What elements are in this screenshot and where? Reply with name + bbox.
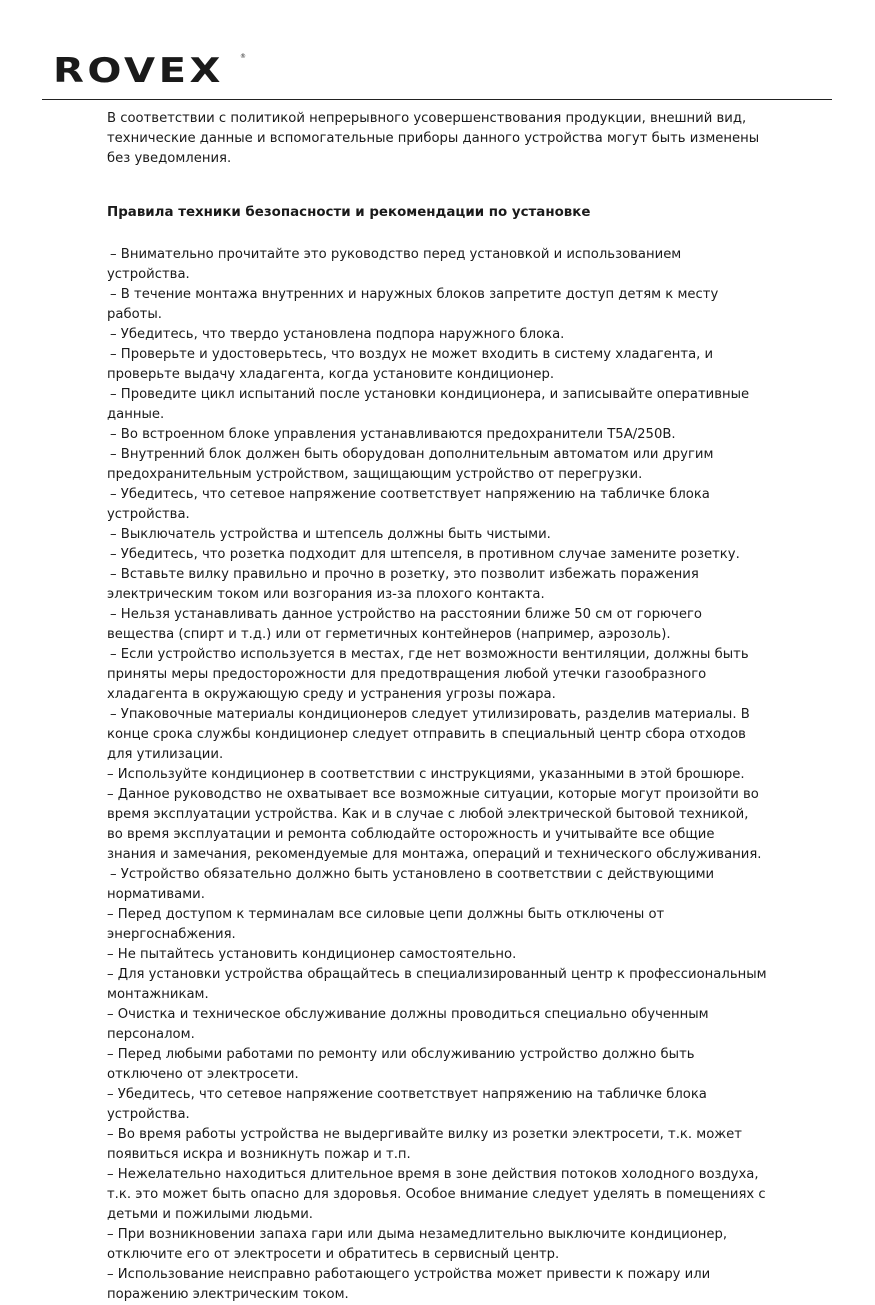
header-divider — [42, 99, 832, 100]
list-item: – Использование неисправно работающего устройства может привести к пожару или поражению электрическим током. — [107, 1267, 711, 1302]
list-item: – Внимательно прочитайте это руководство перед установкой и использованием устройства. — [107, 247, 682, 282]
registered-mark: ® — [239, 53, 246, 60]
list-item: – Убедитесь, что сетевое напряжение соответствует напряжению на табличке блока устройства. — [107, 487, 710, 522]
list-item: – Внутренний блок должен быть оборудован дополнительным автоматом или другим предохранительным устройством, защищающим устройство от перегрузки. — [107, 447, 714, 482]
list-item: – Проверьте и удостоверьтесь, что воздух не может входить в систему хладагента, и проверьте выдачу хладагента, когда установите кондиционер. — [107, 347, 714, 382]
list-item: – Если устройство используется в местах, где нет возможности вентиляции, должны быть приняты меры предосторожности для предотвращения любой утечки газообразного хладагента в окружающую среду и устранения угрозы пожара. — [107, 647, 749, 702]
list-item: – Перед любыми работами по ремонту или обслуживанию устройство должно быть отключено от электросети. — [107, 1047, 695, 1082]
list-item: – При возникновении запаха гари или дыма незамедлительно выключите кондиционер, отключите его от электросети и обратитесь в сервисный центр. — [107, 1227, 728, 1262]
list-item: – Упаковочные материалы кондиционеров следует утилизировать, разделив материалы. В конце срока службы кондиционер следует отправить в специальный центр сбора отходов для утилизации. — [107, 707, 750, 762]
brand-logo — [53, 51, 246, 91]
intro-paragraph: В соответствии с политикой непрерывного усовершенствования продукции, внешний вид, технические данные и вспомогательные приборы данного устройства могут быть изменены без уведомления. — [107, 111, 760, 166]
list-item: – Убедитесь, что твердо установлена подпора наружного блока. — [110, 327, 565, 342]
list-item: – Во встроенном блоке управления устанавливаются предохранители T5A/250В. — [110, 427, 676, 442]
list-item: – Очистка и техническое обслуживание должны проводиться специально обученным персоналом. — [107, 1007, 709, 1042]
list-item: – Вставьте вилку правильно и прочно в розетку, это позволит избежать поражения электрическим током или возгорания из-за плохого контакта. — [107, 567, 699, 602]
list-item: – Устройство обязательно должно быть установлено в соответствии с действующими нормативами. — [107, 867, 715, 902]
list-item: – Убедитесь, что сетевое напряжение соответствует напряжению на табличке блока устройства. — [107, 1087, 707, 1122]
list-item: – Во время работы устройства не выдергивайте вилку из розетки электросети, т.к. может появиться искра и возникнуть пожар и т.п. — [107, 1127, 742, 1162]
brand-name: ROVEX — [53, 51, 225, 91]
list-item: – Перед доступом к терминалам все силовые цепи должны быть отключены от энергоснабжения. — [107, 907, 665, 942]
list-item: – Не пытайтесь установить кондиционер самостоятельно. — [107, 947, 517, 962]
list-item: – Убедитесь, что розетка подходит для штепселя, в противном случае замените розетку. — [110, 547, 740, 562]
section-title: Правила техники безопасности и рекомендации по установке — [107, 205, 591, 220]
list-item: – Используйте кондиционер в соответствии с инструкциями, указанными в этой брошюре. — [107, 767, 745, 782]
document-body — [107, 109, 767, 1305]
list-item: – В течение монтажа внутренних и наружных блоков запретите доступ детям к месту работы. — [107, 287, 719, 322]
list-item: – Данное руководство не охватывает все возможные ситуации, которые могут произойти во время эксплуатации устройства. Как и в случае с любой электрической бытовой техникой, во время эксплуатации и ремонта соблюдайте осторожность и учитывайте все общие знания и замечания, рекомендуемые для монтажа, операций и технического обслуживания. — [107, 787, 762, 862]
safety-rules-list — [107, 245, 767, 1305]
list-item: – Для установки устройства обращайтесь в специализированный центр к профессиональным монтажникам. — [107, 967, 767, 1002]
list-item: – Проведите цикл испытаний после установки кондиционера, и записывайте оперативные данные. — [107, 387, 750, 422]
list-item: – Нежелательно находиться длительное время в зоне действия потоков холодного воздуха, т.к. это может быть опасно для здоровья. Особое внимание следует уделять в помещениях с детьми и пожилыми людьми. — [107, 1167, 766, 1222]
list-item: – Нельзя устанавливать данное устройство на расстоянии ближе 50 см от горючего вещества (спирт и т.д.) или от герметичных контейнеров (например, аэрозоль). — [107, 607, 702, 642]
list-item: – Выключатель устройства и штепсель должны быть чистыми. — [110, 527, 551, 542]
